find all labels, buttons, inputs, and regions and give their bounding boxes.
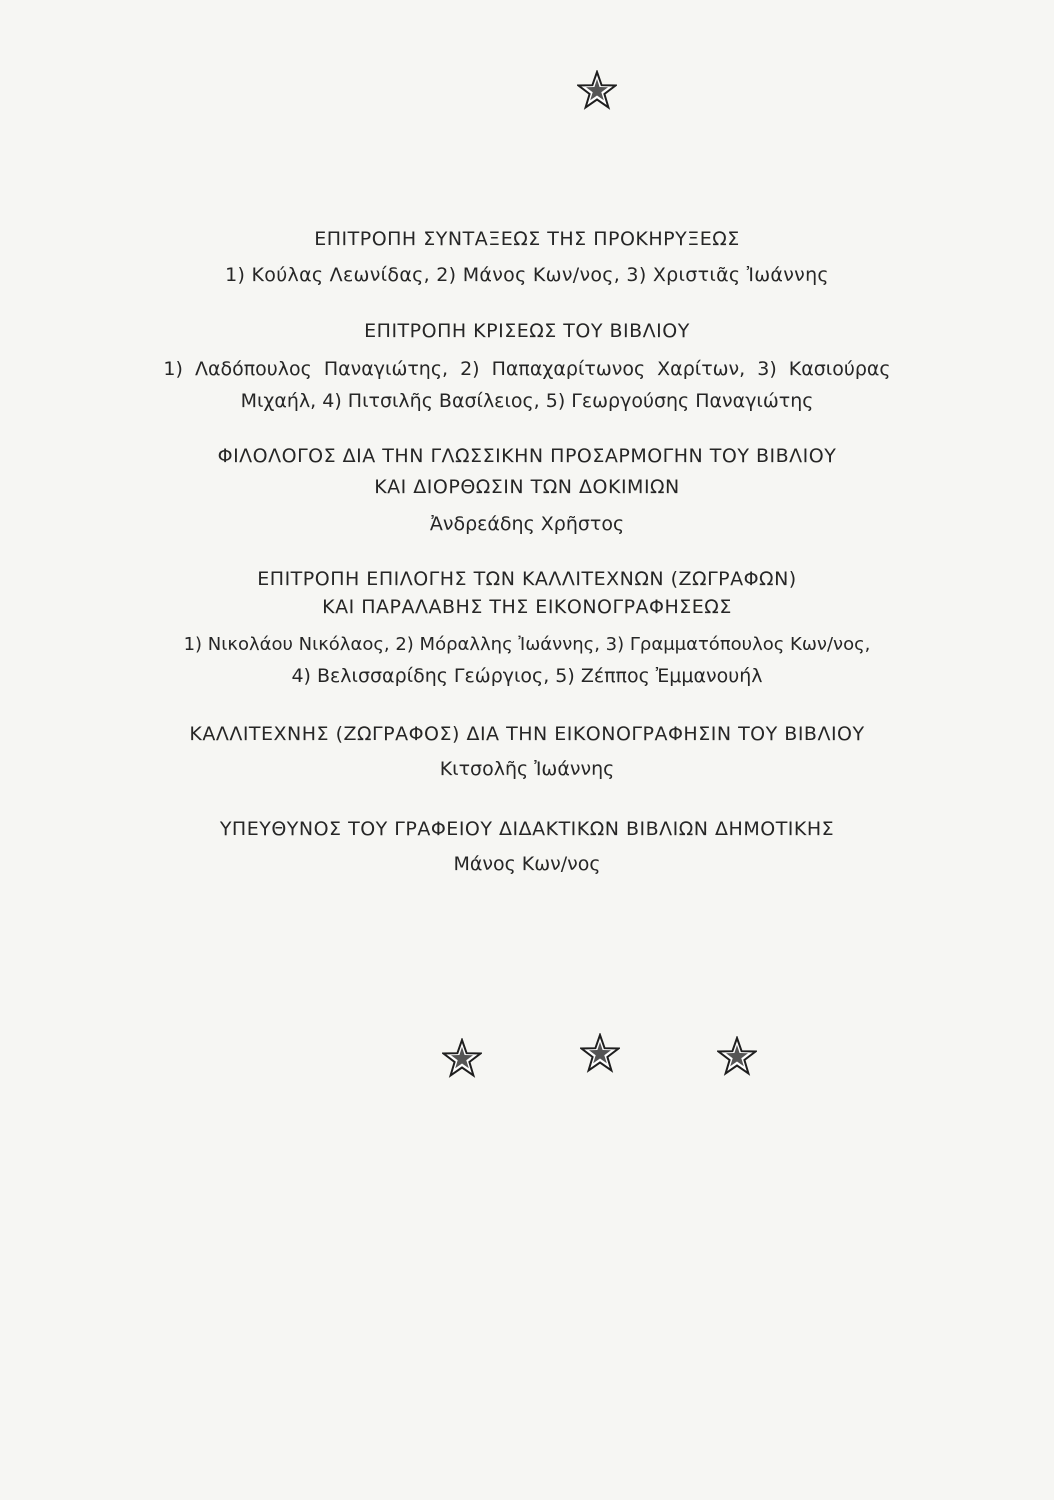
bottom-star-icon-left bbox=[442, 1038, 482, 1078]
section-6-heading: ΥΠΕΥΘΥΝΟΣ ΤΟΥ ΓΡΑΦΕΙΟΥ ΔΙΔΑΚΤΙΚΩΝ ΒΙΒΛΙΩΝ ΔΗΜΟΤΙΚΗΣ bbox=[219, 818, 835, 840]
section-3-names: Ἀνδρεάδης Χρῆστος bbox=[429, 513, 625, 535]
section-4-heading-line-1: ΕΠΙΤΡΟΠΗ ΕΠΙΛΟΓΗΣ ΤΩΝ ΚΑΛΛΙΤΕΧΝΩΝ (ΖΩΓΡΑΦΩΝ) bbox=[257, 568, 797, 590]
section-6-names: Μάνος Κων/νος bbox=[453, 853, 601, 875]
section-3-heading-line-1: ΦΙΛΟΛΟΓΟΣ ΔΙΑ ΤΗΝ ΓΛΩΣΣΙΚΗΝ ΠΡΟΣΑΡΜΟΓΗΝ ΤΟΥ ΒΙΒΛΙΟΥ bbox=[217, 445, 837, 467]
section-4-names-line-2: 4) Βελισσαρίδης Γεώργιος, 5) Ζέππος Ἐμμανουήλ bbox=[291, 665, 763, 687]
top-star-icon bbox=[577, 70, 617, 110]
section-1-heading: ΕΠΙΤΡΟΠΗ ΣΥΝΤΑΞΕΩΣ ΤΗΣ ΠΡΟΚΗΡΥΞΕΩΣ bbox=[314, 228, 740, 250]
bottom-star-icon-center bbox=[580, 1033, 620, 1073]
section-3-heading-line-2: ΚΑΙ ΔΙΟΡΘΩΣΙΝ ΤΩΝ ΔΟΚΙΜΙΩΝ bbox=[374, 476, 680, 498]
section-2-names-line-2: Μιχαήλ, 4) Πιτσιλῆς Βασίλειος, 5) Γεωργούσης Παναγιώτης bbox=[240, 390, 814, 412]
section-2-heading: ΕΠΙΤΡΟΠΗ ΚΡΙΣΕΩΣ ΤΟΥ ΒΙΒΛΙΟΥ bbox=[364, 320, 690, 342]
section-4-heading-line-2: ΚΑΙ ΠΑΡΑΛΑΒΗΣ ΤΗΣ ΕΙΚΟΝΟΓΡΑΦΗΣΕΩΣ bbox=[322, 596, 732, 618]
section-2-names-line-1: 1) Λαδόπουλος Παναγιώτης, 2) Παπαχαρίτωνος Χαρίτων, 3) Κασιούρας bbox=[163, 358, 891, 380]
section-5-names: Κιτσολῆς Ἰωάννης bbox=[439, 758, 615, 780]
bottom-star-icon-right bbox=[717, 1036, 757, 1076]
section-4-names-line-1: 1) Νικολάου Νικόλαος, 2) Μόραλλης Ἰωάννης, 3) Γραμματόπουλος Κων/νος, bbox=[183, 634, 871, 655]
section-1-names: 1) Κούλας Λεωνίδας, 2) Μάνος Κων/νος, 3) Χριστιᾶς Ἰωάννης bbox=[225, 264, 829, 286]
section-5-heading: ΚΑΛΛΙΤΕΧΝΗΣ (ΖΩΓΡΑΦΟΣ) ΔΙΑ ΤΗΝ ΕΙΚΟΝΟΓΡΑΦΗΣΙΝ ΤΟΥ ΒΙΒΛΙΟΥ bbox=[189, 723, 865, 745]
